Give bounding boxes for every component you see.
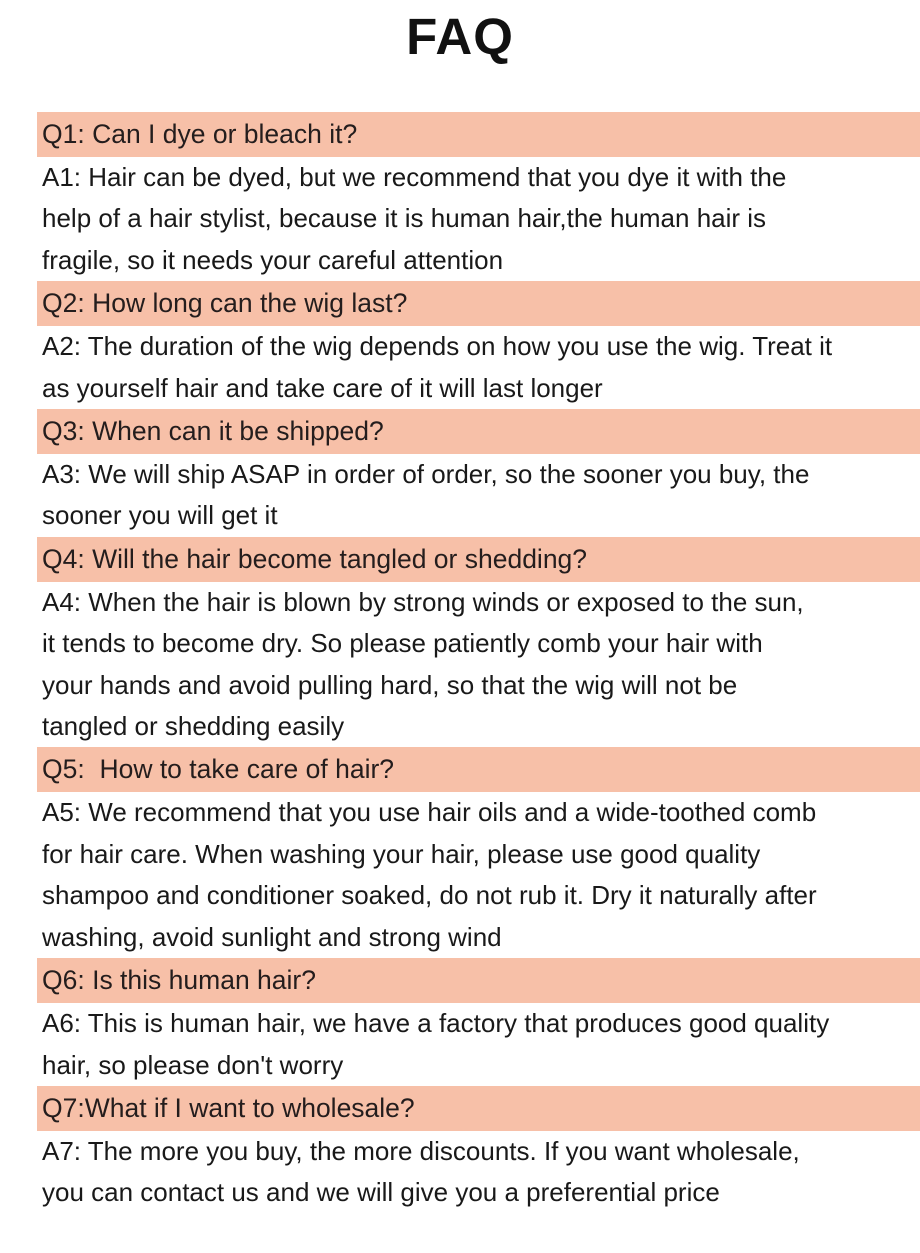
answer-a2 (42, 326, 920, 409)
answer-a1 (42, 157, 920, 281)
question-text: Q3: When can it be shipped? (42, 416, 384, 447)
answer-a3 (42, 454, 920, 537)
answer-line: as yourself hair and take care of it will last longer (42, 372, 603, 403)
faq-item-6 (0, 958, 920, 1086)
answer-line: A1: Hair can be dyed, but we recommend that you dye it with the (42, 162, 787, 192)
answer-a5 (42, 792, 920, 958)
faq-item-1 (0, 112, 920, 281)
question-text: Q5: How to take care of hair? (42, 754, 395, 785)
answer-line: A2: The duration of the wig depends on how you use the wig. Treat it (42, 331, 833, 362)
answer-line: A3: We will ship ASAP in order of order, so the sooner you buy, the (42, 459, 810, 490)
question-bar-q3 (37, 409, 920, 454)
faq-item-4 (0, 537, 920, 748)
answer-line: your hands and avoid pulling hard, so that the wig will not be (42, 669, 738, 700)
question-text: Q6: Is this human hair? (42, 965, 316, 996)
question-text: Q4: Will the hair become tangled or shedding? (42, 543, 588, 574)
answer-line: you can contact us and we will give you a preferential price (42, 1177, 720, 1208)
answer-line: sooner you will get it (42, 500, 278, 531)
page-title: FAQ (406, 8, 514, 65)
answer-a6 (42, 1003, 920, 1086)
question-bar-q2 (37, 281, 920, 326)
answer-line: A5: We recommend that you use hair oils and a wide-toothed comb (42, 797, 817, 828)
answer-line: fragile, so it needs your careful attention (42, 244, 504, 275)
question-bar-q7 (37, 1086, 920, 1131)
answer-line: it tends to become dry. So please patiently comb your hair with (42, 628, 763, 659)
answer-line: tangled or shedding easily (42, 711, 345, 742)
answer-a4 (42, 582, 920, 748)
answer-line: A7: The more you buy, the more discounts. If you want wholesale, (42, 1135, 800, 1166)
question-bar-q4 (37, 537, 920, 582)
answer-line: washing, avoid sunlight and strong wind (42, 921, 502, 952)
question-bar-q6 (37, 958, 920, 1003)
answer-line: shampoo and conditioner soaked, do not rub it. Dry it naturally after (42, 880, 817, 911)
question-text: Q7:What if I want to wholesale? (42, 1092, 415, 1123)
answer-line: A4: When the hair is blown by strong winds or exposed to the sun, (42, 586, 804, 617)
faq-item-2 (0, 281, 920, 409)
answer-line: help of a hair stylist, because it is human hair,the human hair is (42, 203, 767, 234)
faq-item-5 (0, 747, 920, 958)
question-text: Q2: How long can the wig last? (42, 288, 408, 319)
faq-item-7 (0, 1086, 920, 1214)
faq-item-3 (0, 409, 920, 537)
answer-a7 (42, 1131, 920, 1214)
faq-page (0, 6, 920, 1253)
question-bar-q1 (37, 112, 920, 157)
answer-line: for hair care. When washing your hair, please use good quality (42, 838, 761, 869)
answer-line: A6: This is human hair, we have a factory that produces good quality (42, 1008, 830, 1039)
answer-line: hair, so please don't worry (42, 1049, 344, 1080)
question-bar-q5 (37, 747, 920, 792)
question-text: Q1: Can I dye or bleach it? (42, 119, 358, 149)
